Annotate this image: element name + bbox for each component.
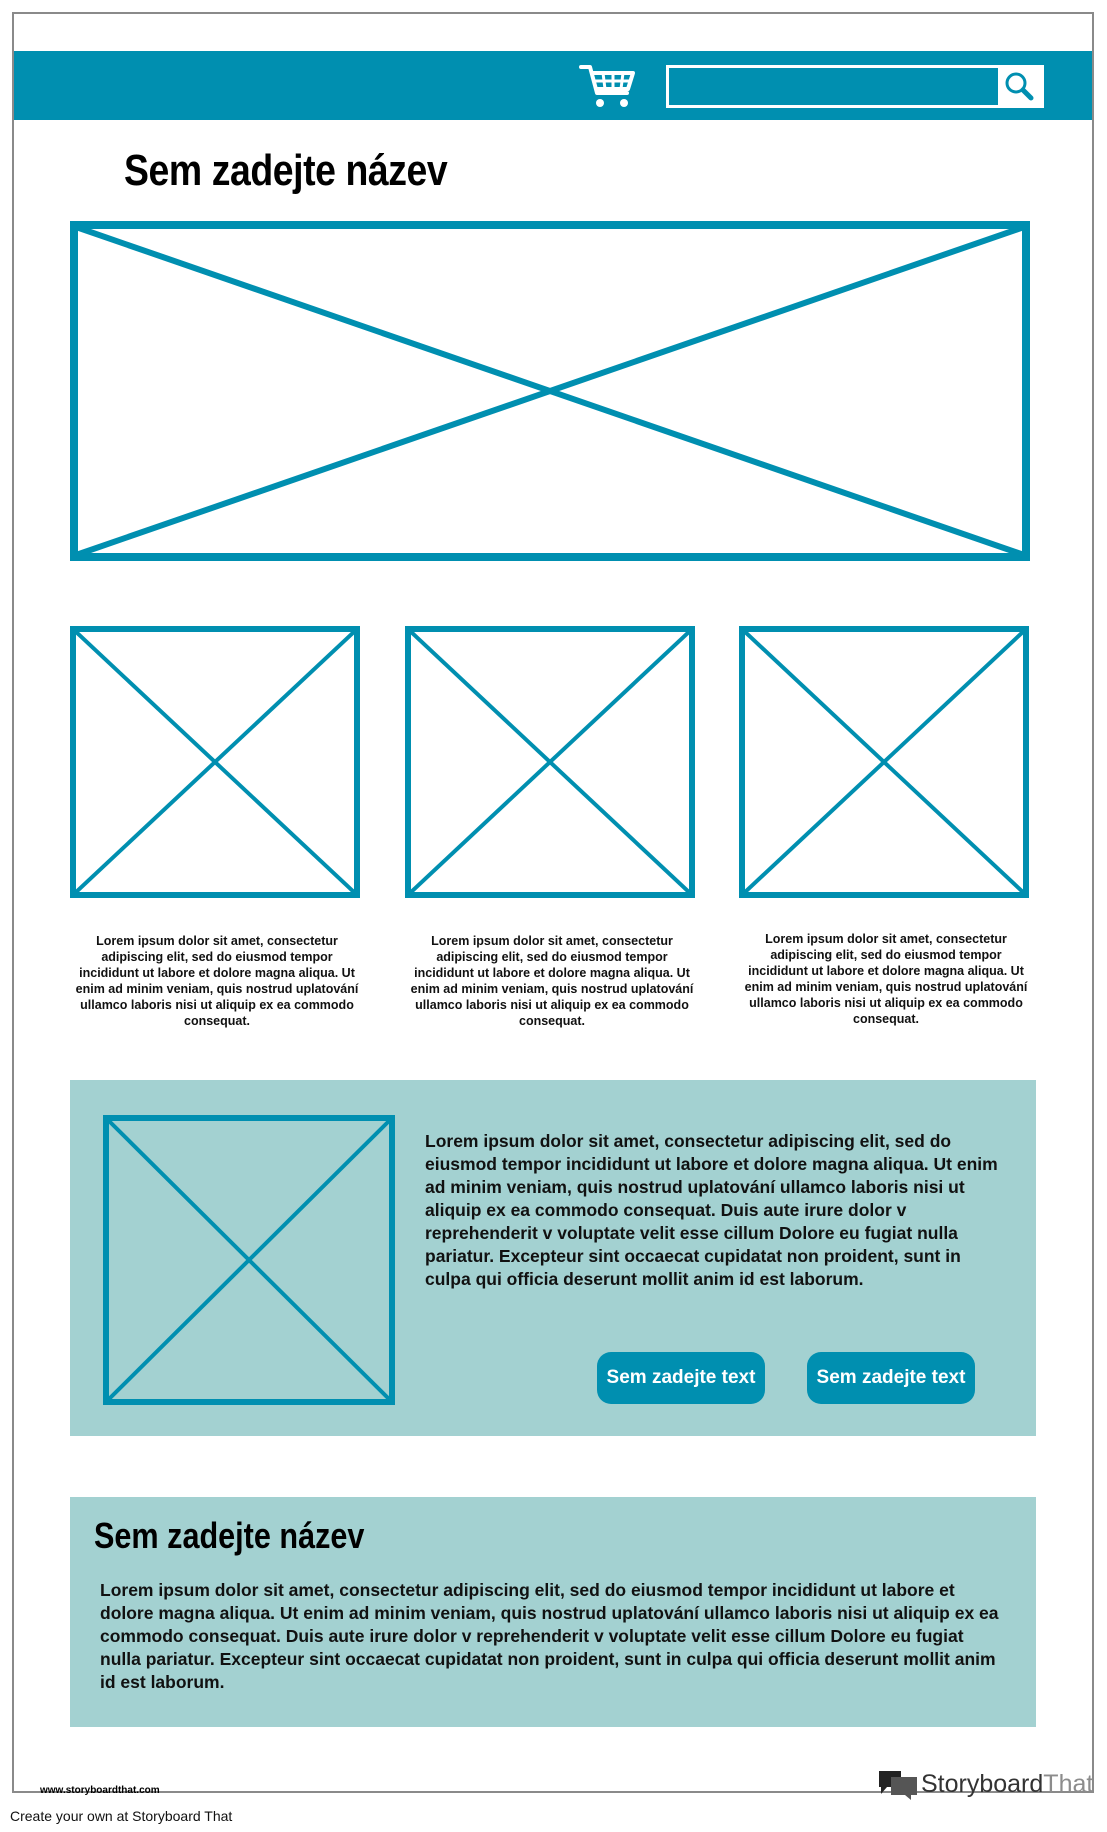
create-your-own-link[interactable]: Create your own at Storyboard That bbox=[10, 1808, 233, 1824]
card-image-placeholder bbox=[405, 626, 695, 898]
feature-description: Lorem ipsum dolor sit amet, consectetur adipiscing elit, sed do eiusmod tempor incididunt ut labore et dolore magna aliqua. Ut enim ad minim veniam, quis nostrud uplatování ullamco laboris nisi ut aliquip ex ea commodo consequat. Duis aute irure dolor v reprehenderit v voluptate velit esse cillum Dolore eu fugiat nulla pariatur. Excepteur sint occaecat cupidatat non proident, sunt in culpa qui officia deserunt mollit anim id est laborum. bbox=[425, 1131, 998, 1289]
logo-text-that: That bbox=[1043, 1770, 1094, 1798]
info-panel bbox=[70, 1497, 1036, 1727]
wireframe-canvas bbox=[12, 12, 1094, 1798]
feature-image-placeholder bbox=[103, 1115, 395, 1405]
search-icon bbox=[998, 68, 1041, 105]
info-description: Lorem ipsum dolor sit amet, consectetur adipiscing elit, sed do eiusmod tempor incididunt ut labore et dolore magna aliqua. Ut enim ad minim veniam, quis nostrud uplatování ullamco laboris nisi ut aliquip ex ea commodo consequat. Duis aute irure dolor v reprehenderit v voluptate velit esse cillum Dolore eu fugiat nulla pariatur. Excepteur sint occaecat cupidatat non proident, sunt in culpa qui officia deserunt mollit anim id est laborum. bbox=[100, 1580, 999, 1692]
card-caption: Lorem ipsum dolor sit amet, consectetur adipiscing elit, sed do eiusmod tempor incididunt ut labore et dolore magna aliqua. Ut enim ad minim veniam, quis nostrud uplatování ullamco laboris nisi ut aliquip ex ea commodo consequat. bbox=[410, 934, 694, 1028]
footer-url: www.storyboardthat.com bbox=[40, 1785, 160, 1796]
card-image-placeholder bbox=[70, 626, 360, 898]
top-navigation-bar bbox=[14, 51, 1092, 120]
card-image-placeholder bbox=[739, 626, 1029, 898]
shopping-cart-icon[interactable] bbox=[579, 63, 637, 109]
search-box bbox=[666, 65, 1044, 108]
hero-image-placeholder bbox=[70, 221, 1030, 561]
search-button[interactable] bbox=[998, 68, 1041, 105]
card-caption: Lorem ipsum dolor sit amet, consectetur adipiscing elit, sed do eiusmod tempor incididunt ut labore et dolore magna aliqua. Ut enim ad minim veniam, quis nostrud uplatování ullamco laboris nisi ut aliquip ex ea commodo consequat. bbox=[744, 932, 1028, 1026]
search-input[interactable] bbox=[669, 68, 999, 105]
logo-text-storyboard: Storyboard bbox=[921, 1770, 1044, 1798]
speech-bubbles-logo-icon bbox=[877, 1767, 919, 1801]
logo-wordmark bbox=[921, 1770, 1093, 1799]
page-title: Sem zadejte název bbox=[124, 146, 448, 195]
card-caption: Lorem ipsum dolor sit amet, consectetur adipiscing elit, sed do eiusmod tempor incididunt ut labore et dolore magna aliqua. Ut enim ad minim veniam, quis nostrud uplatování ullamco laboris nisi ut aliquip ex ea commodo consequat. bbox=[75, 934, 359, 1028]
info-title: Sem zadejte název bbox=[94, 1515, 365, 1556]
feature-button-secondary[interactable]: Sem zadejte text bbox=[807, 1352, 975, 1404]
feature-button-primary[interactable]: Sem zadejte text bbox=[597, 1352, 765, 1404]
feature-panel bbox=[70, 1080, 1036, 1436]
storyboard-that-logo bbox=[877, 1767, 1097, 1801]
